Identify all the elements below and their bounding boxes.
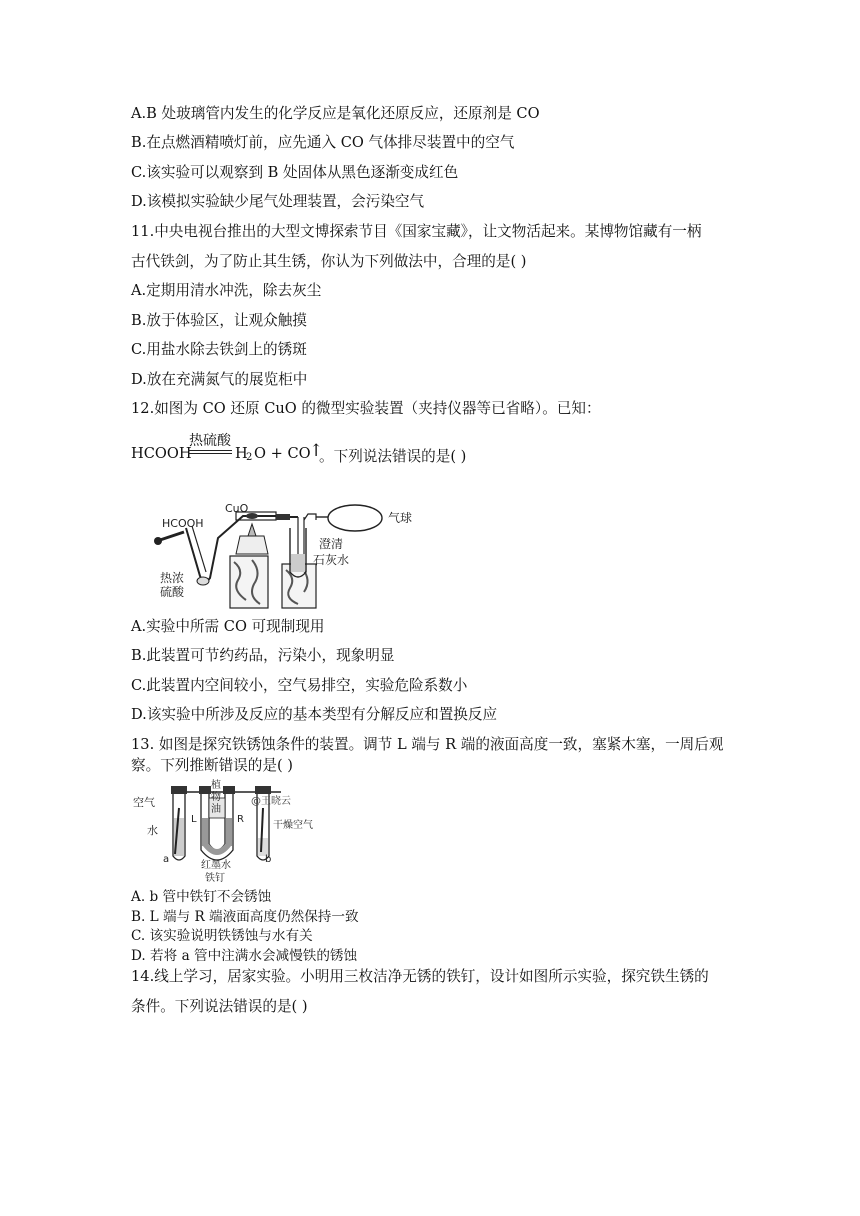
label-nail: 铁钉: [205, 873, 225, 882]
chemical-equation: [131, 430, 531, 470]
q11-stem-line-2: 古代铁剑，为了防止其生锈，你认为下列做法中，合理的是( ): [131, 253, 527, 270]
gas-arrow-icon: ↑: [309, 441, 324, 461]
q11-option-d: D.放在充满氮气的展览柜中: [131, 371, 308, 388]
label-acid-1: 热浓: [160, 571, 185, 585]
equation-tail: 。下列说法错误的是( ): [319, 448, 467, 465]
q14-stem-line-1: 14.线上学习，居家实验。小明用三枚洁净无锈的铁钉，设计如图所示实验，探究铁生锈的: [131, 968, 709, 985]
label-acid-2: 硫酸: [160, 585, 185, 599]
equation-product-h: H: [235, 445, 248, 462]
label-a: a: [163, 854, 170, 865]
q11-option-c: C.用盐水除去铁剑上的锈斑: [131, 341, 307, 358]
q10-option-d: D.该模拟实验缺少尾气处理装置，会污染空气: [131, 193, 425, 210]
label-R: R: [237, 814, 244, 825]
label-hcooh: HCOOH: [162, 517, 204, 530]
label-b: b: [265, 854, 272, 865]
label-limewater-1: 澄清: [319, 537, 344, 551]
equation-product-subscript: 2: [246, 452, 253, 463]
label-dry-air: 干燥空气: [273, 820, 313, 831]
q14-stem-line-2: 条件。下列说法错误的是( ): [131, 998, 308, 1015]
equation-product-rest: O + CO: [254, 445, 311, 462]
label-ink: 红墨水: [201, 860, 231, 871]
label-cuo: CuO: [225, 502, 249, 515]
q10-option-a: A.B 处玻璃管内发生的化学反应是氧化还原反应，还原剂是 CO: [131, 105, 540, 122]
q13-option-c: C. 该实验说明铁锈蚀与水有关: [131, 928, 313, 944]
q13-stem-line-1: 13. 如图是探究铁锈蚀条件的装置。调节 L 端与 R 端的液面高度一致，塞紧木塞，一周后观: [131, 736, 724, 753]
label-L: L: [191, 814, 197, 825]
q13-stem-line-2: 察。下列推断错误的是( ): [131, 757, 293, 774]
equation-bar-bottom: [188, 453, 232, 454]
q12-option-c: C.此装置内空间较小，空气易排空，实验危险系数小: [131, 677, 468, 694]
q13-option-a: A. b 管中铁钉不会锈蚀: [131, 889, 272, 905]
equation-condition: 热硫酸: [189, 433, 231, 449]
equation-reactant: HCOOH: [131, 445, 192, 462]
q12-stem: 12.如图为 CO 还原 CuO 的微型实验装置（夹持仪器等已省略）。已知：: [131, 400, 601, 417]
q12-option-a: A.实验中所需 CO 可现制现用: [131, 618, 325, 635]
q13-option-d: D. 若将 a 管中注满水会减慢铁的锈蚀: [131, 948, 358, 964]
q11-option-b: B.放于体验区，让观众触摸: [131, 312, 307, 329]
label-balloon: 气球: [388, 511, 413, 525]
q12-option-d: D.该实验中所涉及反应的基本类型有分解反应和置换反应: [131, 706, 498, 723]
equation-bar-top: [188, 450, 232, 451]
label-water: 水: [147, 824, 158, 837]
figure-co-reduction-apparatus: [148, 488, 416, 610]
q11-option-a: A.定期用清水冲洗，除去灰尘: [131, 282, 322, 299]
label-oil-3: 油: [211, 804, 221, 815]
label-oil-2: 物: [211, 792, 221, 803]
label-air: 空气: [133, 796, 155, 809]
label-watermark: @王晓云: [251, 796, 291, 807]
q12-option-b: B.此装置可节约药品，污染小，现象明显: [131, 647, 395, 664]
label-oil-1: 植: [211, 780, 221, 791]
q11-stem-line-1: 11.中央电视台推出的大型文博探索节目《国家宝藏》，让文物活起来。某博物馆藏有一柄: [131, 223, 702, 240]
figure-iron-rust-apparatus: [131, 778, 341, 882]
q10-option-c: C.该实验可以观察到 B 处固体从黑色逐渐变成红色: [131, 164, 459, 181]
label-limewater-2: 石灰水: [313, 553, 350, 567]
q10-option-b: B.在点燃酒精喷灯前，应先通入 CO 气体排尽装置中的空气: [131, 134, 515, 151]
q13-option-b: B. L 端与 R 端液面高度仍然保持一致: [131, 909, 359, 925]
